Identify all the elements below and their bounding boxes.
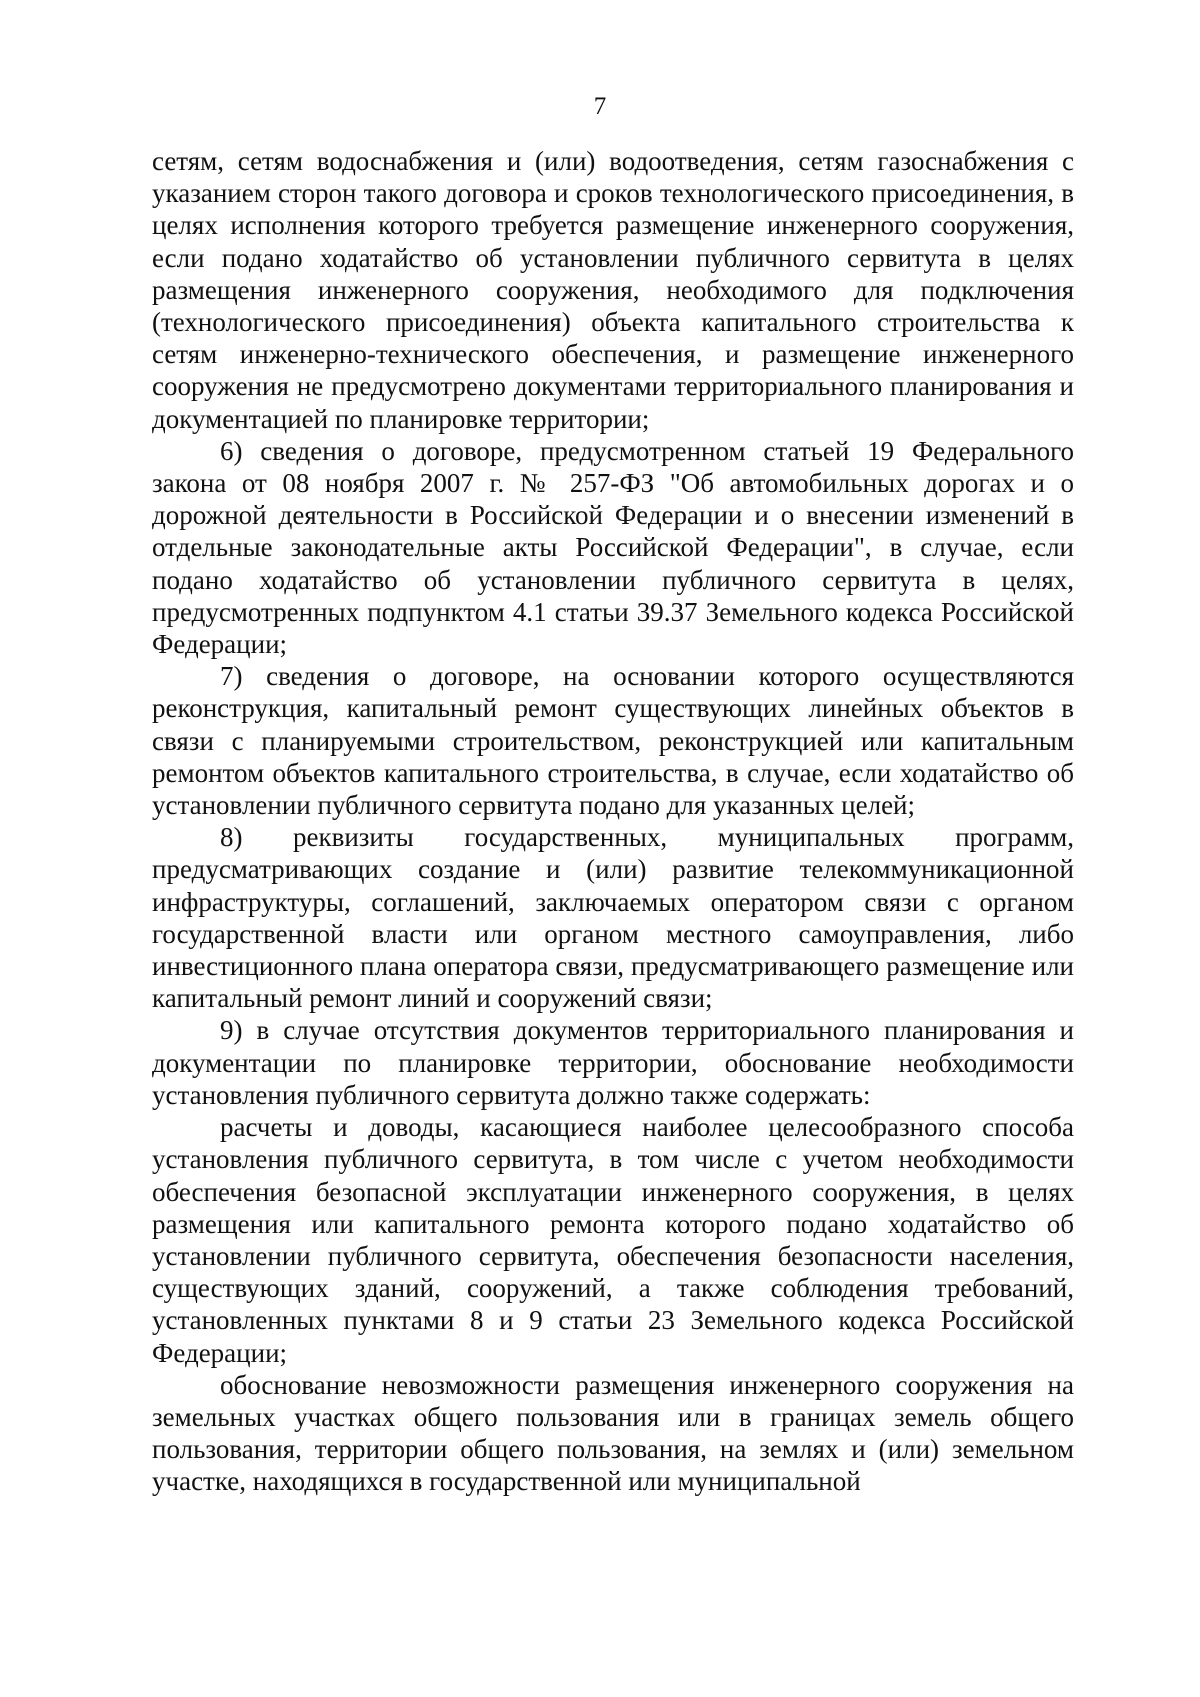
paragraph-calculations: расчеты и доводы, касающиеся наиболее целесообразного способа установления публичного сервитута, в том числе с учетом необходимости обеспечения безопасной эксплуатации инженерного сооружения, в целях размещения или капитального ремонта которого подано ходатайство об установлении публичного сервитута, обеспечения безопасности населения, существующих зданий, сооружений, а также соблюдения требований, установленных пунктами 8 и 9 статьи 23 Земельного кодекса Российской Федерации; bbox=[152, 1112, 1074, 1368]
page-number: 7 bbox=[593, 93, 607, 120]
paragraph-item-7: 7) сведения о договоре, на основании которого осуществляются реконструкция, капитальный ремонт существующих линейных объектов в связи с планируемыми строительством, реконструкцией или капитальным ремонтом объектов капитального строительства, в случае, если ходатайство об установлении публичного сервитута подано для указанных целей; bbox=[152, 661, 1074, 821]
document-body bbox=[152, 145, 1074, 1498]
paragraph-item-6: 6) сведения о договоре, предусмотренном статьей 19 Федерального закона от 08 ноября 2007 г. № 257-ФЗ "Об автомобильных дорогах и о дорожной деятельности в Российской Федерации и о внесении изменений в отдельные законодательные акты Российской Федерации", в случае, если подано ходатайство об установлении публичного сервитута в целях, предусмотренных подпунктом 4.1 статьи 39.37 Земельного кодекса Российской Федерации; bbox=[152, 435, 1074, 660]
paragraph-item-9: 9) в случае отсутствия документов территориального планирования и документации по планировке территории, обоснование необходимости установления публичного сервитута должно также содержать: bbox=[152, 1015, 1074, 1110]
paragraph-item-8: 8) реквизиты государственных, муниципальных программ, предусматривающих создание и (или) развитие телекоммуникационной инфраструктуры, соглашений, заключаемых оператором связи с органом государственной власти или органом местного самоуправления, либо инвестиционного плана оператора связи, предусматривающего размещение или капитальный ремонт линий и сооружений связи; bbox=[152, 822, 1074, 1014]
paragraph-continuation: сетям, сетям водоснабжения и (или) водоотведения, сетям газоснабжения с указанием сторон такого договора и сроков технологического присоединения, в целях исполнения которого требуется размещение инженерного сооружения, если подано ходатайство об установлении публичного сервитута в целях размещения инженерного сооружения, необходимого для подключения (технологического присоединения) объекта капитального строительства к сетям инженерно-технического обеспечения, и размещение инженерного сооружения не предусмотрено документами территориального планирования и документацией по планировке территории; bbox=[152, 146, 1074, 434]
paragraph-justification: обоснование невозможности размещения инженерного сооружения на земельных участках общего пользования или в границах земель общего пользования, территории общего пользования, на землях и (или) земельном участке, находящихся в государственной или муниципальной bbox=[152, 1369, 1074, 1497]
